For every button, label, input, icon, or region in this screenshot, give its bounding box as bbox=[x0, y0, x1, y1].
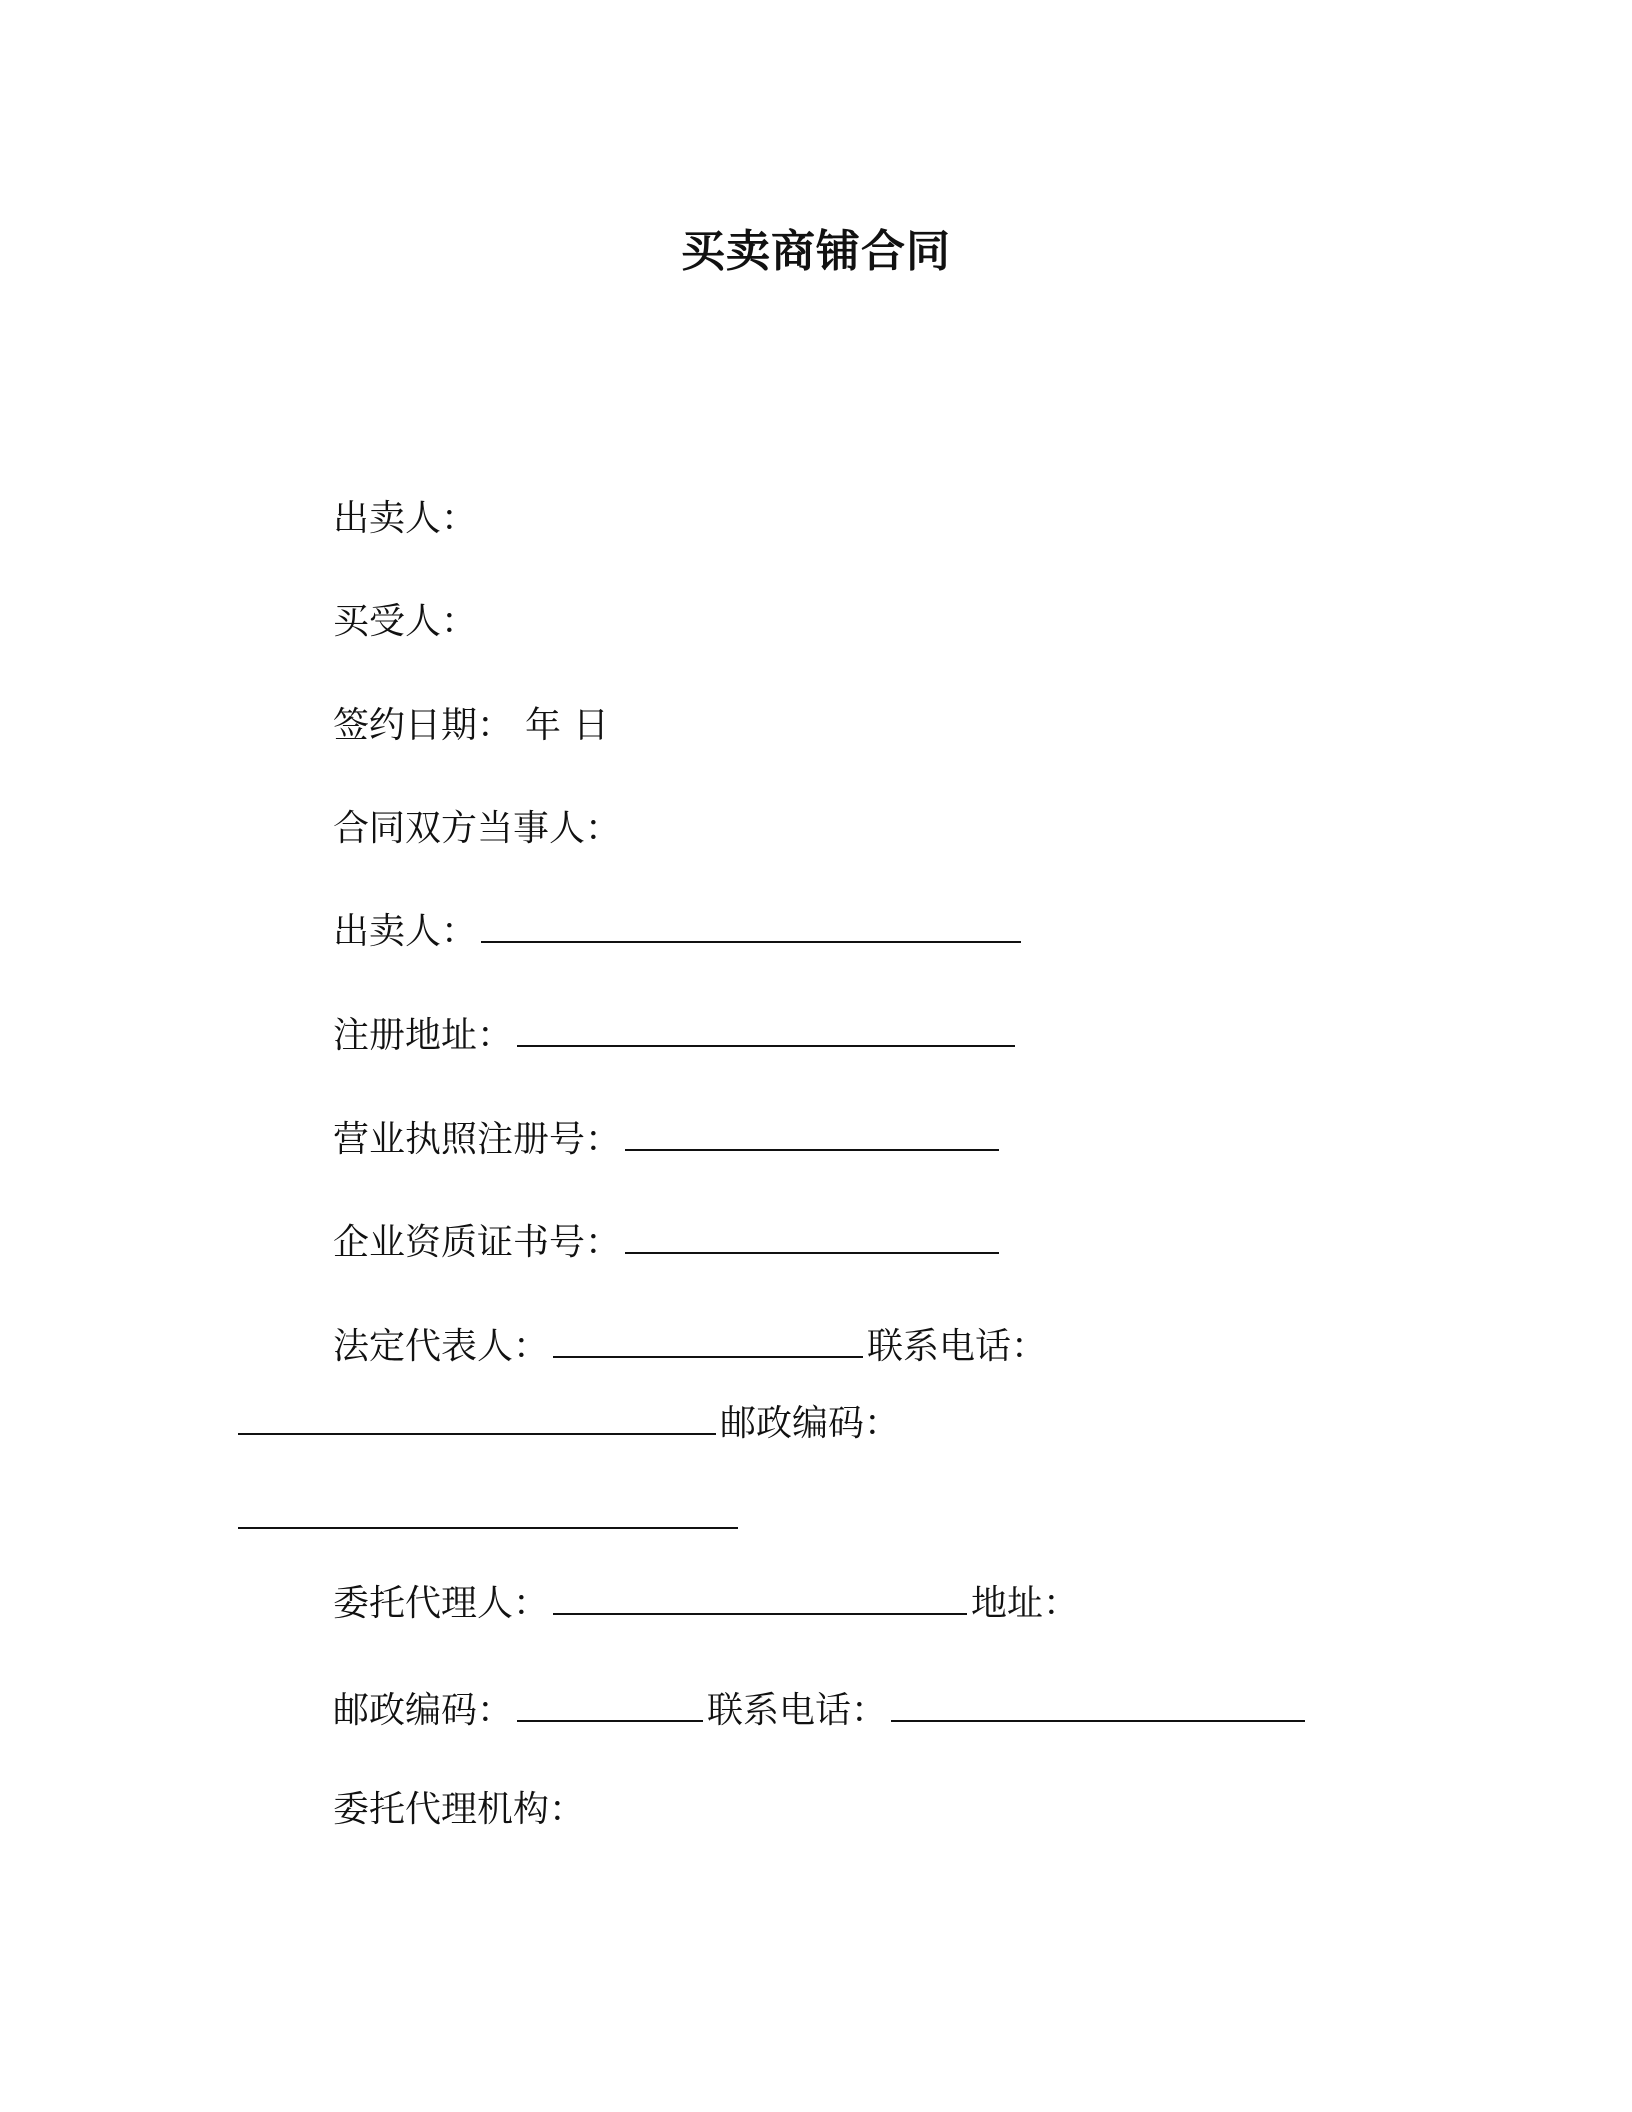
document-title: 买卖商铺合同 bbox=[681, 226, 951, 277]
agent-blank[interactable] bbox=[553, 1583, 967, 1615]
sign-date-label: 签约日期： bbox=[333, 705, 514, 746]
reg-address-blank[interactable] bbox=[517, 1015, 1015, 1047]
buyer-line bbox=[333, 598, 477, 646]
agent-postcode-blank[interactable] bbox=[517, 1690, 703, 1722]
agency-label: 委托代理机构： bbox=[333, 1789, 586, 1830]
parties-label: 合同双方当事人： bbox=[333, 808, 622, 849]
postcode-blank[interactable] bbox=[238, 1497, 738, 1529]
agent-postcode-label: 邮政编码： bbox=[333, 1690, 514, 1731]
qualification-line bbox=[333, 1219, 1003, 1267]
phone-postcode-line bbox=[238, 1400, 900, 1448]
seller2-label: 出卖人： bbox=[333, 911, 478, 952]
license-label: 营业执照注册号： bbox=[333, 1119, 622, 1160]
seller2-line bbox=[333, 908, 1025, 956]
agency-line bbox=[333, 1786, 585, 1834]
sign-date-day: 日 bbox=[573, 705, 610, 746]
qualification-label: 企业资质证书号： bbox=[333, 1222, 622, 1263]
legal-rep-line bbox=[333, 1323, 1047, 1371]
reg-address-line bbox=[333, 1012, 1019, 1060]
buyer-label: 买受人： bbox=[333, 601, 478, 642]
legal-rep-label: 法定代表人： bbox=[333, 1326, 550, 1367]
reg-address-label: 注册地址： bbox=[333, 1015, 514, 1056]
seller-label: 出卖人： bbox=[333, 498, 478, 539]
agent-line bbox=[333, 1580, 1079, 1628]
qualification-blank[interactable] bbox=[625, 1222, 999, 1254]
sign-date-year: 年 bbox=[525, 705, 562, 746]
parties-line bbox=[333, 805, 621, 853]
agent-phone-blank[interactable] bbox=[891, 1690, 1305, 1722]
phone-label: 联系电话： bbox=[867, 1326, 1048, 1367]
phone-blank[interactable] bbox=[238, 1403, 716, 1435]
postcode-blank-line bbox=[238, 1494, 742, 1542]
license-line bbox=[333, 1116, 1003, 1164]
seller2-blank[interactable] bbox=[481, 911, 1021, 943]
seller-line bbox=[333, 495, 477, 543]
sign-date-line bbox=[333, 702, 609, 750]
address-label: 地址： bbox=[971, 1583, 1080, 1624]
postcode-label: 邮政编码： bbox=[720, 1403, 901, 1444]
legal-rep-blank[interactable] bbox=[553, 1326, 863, 1358]
agent-contact-line bbox=[333, 1687, 1309, 1735]
agent-phone-label: 联系电话： bbox=[707, 1690, 888, 1731]
license-blank[interactable] bbox=[625, 1119, 999, 1151]
agent-label: 委托代理人： bbox=[333, 1583, 550, 1624]
